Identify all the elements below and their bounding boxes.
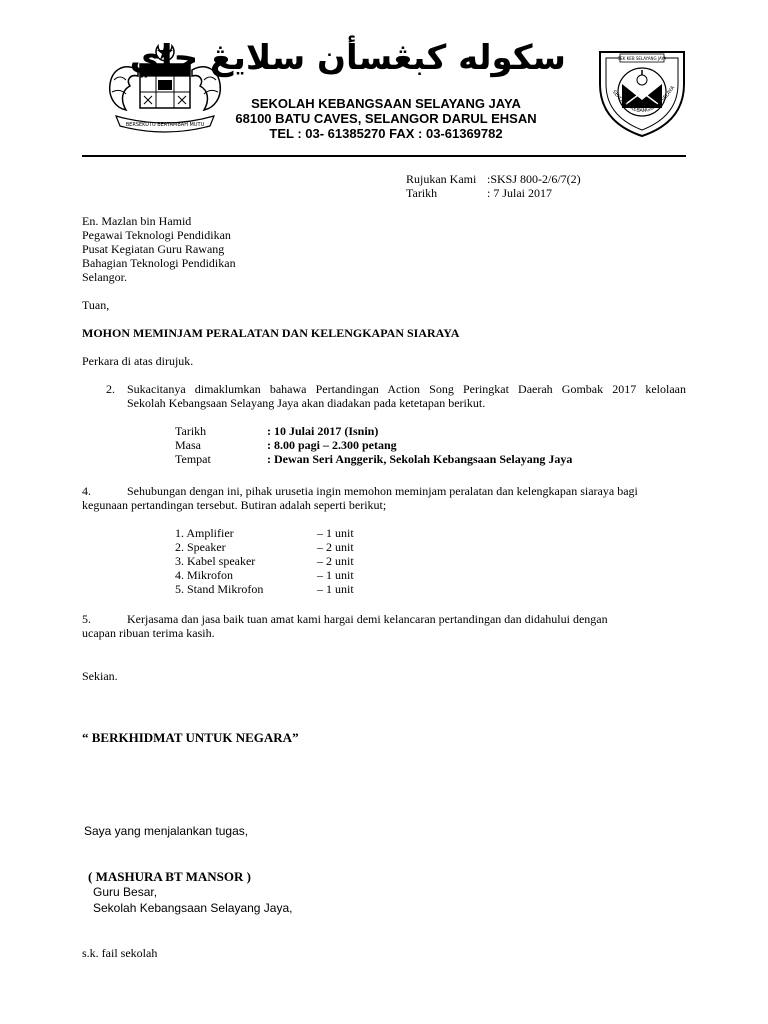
- paragraph-2-line: Sekolah Kebangsaan Selayang Jaya akan diadakan pada ketetapan berikut.: [127, 396, 486, 410]
- signatory-school: Sekolah Kebangsaan Selayang Jaya,: [93, 901, 293, 915]
- paragraph-4-line: Sehubungan dengan ini, pihak urusetia ingin memohon meminjam peralatan dan kelengkapan siaraya bagi: [127, 484, 638, 498]
- list-item-qty: – 1 unit: [317, 568, 354, 582]
- salutation: Tuan,: [82, 298, 110, 312]
- list-item-qty: – 1 unit: [317, 582, 354, 596]
- carbon-copy: s.k. fail sekolah: [82, 946, 158, 960]
- list-item-name: 2. Speaker: [175, 540, 226, 554]
- event-time-label: Masa: [175, 438, 201, 452]
- paragraph-5-line: Kerjasama dan jasa baik tuan amat kami hargai demi kelancaran pertandingan dan didahului dengan: [127, 612, 608, 626]
- rujukan-label: Rujukan Kami: [406, 172, 477, 186]
- tarikh-value: : 7 Julai 2017: [487, 186, 552, 200]
- signatory-title: Guru Besar,: [93, 885, 158, 899]
- paragraph-4-number: 4.: [82, 484, 91, 498]
- recipient-line: Selangor.: [82, 270, 127, 284]
- jawi-school-name: سکوله کبڠسأن سلايڠ جاي: [129, 38, 566, 78]
- closing: Sekian.: [82, 669, 118, 683]
- school-address: 68100 BATU CAVES, SELANGOR DARUL EHSAN: [235, 111, 537, 126]
- list-item-qty: – 2 unit: [317, 554, 354, 568]
- tarikh-label: Tarikh: [406, 186, 438, 200]
- list-item-name: 1. Amplifier: [175, 526, 234, 540]
- paragraph-5-line: ucapan ribuan terima kasih.: [82, 626, 215, 640]
- list-item-name: 4. Mikrofon: [175, 568, 233, 582]
- event-venue-value: : Dewan Seri Anggerik, Sekolah Kebangsaan Selayang Jaya: [267, 452, 573, 466]
- school-crest-logo: [596, 44, 688, 140]
- coat-of-arms-motto: BERSEKUTU BERTAMBAH MUTU: [125, 122, 205, 128]
- paragraph-2-line: Sukacitanya dimaklumkan bahawa Pertandingan Action Song Peringkat Daerah Gombak 2017 kelolaan: [127, 382, 686, 396]
- paragraph-1: Perkara di atas dirujuk.: [82, 354, 194, 368]
- list-item-name: 3. Kabel speaker: [175, 554, 256, 568]
- list-item-name: 5. Stand Mikrofon: [175, 582, 264, 596]
- letter-subject: MOHON MEMINJAM PERALATAN DAN KELENGKAPAN SIARAYA: [82, 326, 460, 340]
- paragraph-4-line: kegunaan pertandingan tersebut. Butiran adalah seperti berikut;: [82, 498, 387, 512]
- event-date-label: Tarikh: [175, 424, 207, 438]
- school-crest-banner: SEK KEB SELAYANG JAYA: [617, 56, 667, 61]
- paragraph-5-number: 5.: [82, 612, 91, 626]
- event-venue-label: Tempat: [175, 452, 211, 466]
- recipient-line: En. Mazlan bin Hamid: [82, 214, 192, 228]
- school-phone-fax: TEL : 03- 61385270 FAX : 03-61369782: [269, 126, 503, 141]
- event-time-value: : 8.00 pagi – 2.300 petang: [267, 438, 397, 452]
- recipient-line: Pusat Kegiatan Guru Rawang: [82, 242, 225, 256]
- paragraph-2-number: 2.: [106, 382, 115, 396]
- header-divider: [82, 155, 686, 157]
- recipient-line: Pegawai Teknologi Pendidikan: [82, 228, 231, 242]
- event-date-value: : 10 Julai 2017 (Isnin): [267, 424, 379, 438]
- list-item-qty: – 2 unit: [317, 540, 354, 554]
- school-name: SEKOLAH KEBANGSAAN SELAYANG JAYA: [251, 96, 521, 111]
- motto: “ BERKHIDMAT UNTUK NEGARA”: [82, 730, 299, 745]
- rujukan-value: :SKSJ 800-2/6/7(2): [487, 172, 581, 186]
- recipient-line: Bahagian Teknologi Pendidikan: [82, 256, 236, 270]
- school-crest-text: SEKOLAH KEBANGSAAN SELAYA: [610, 84, 677, 115]
- signatory-name: ( MASHURA BT MANSOR ): [88, 869, 251, 884]
- list-item-qty: – 1 unit: [317, 526, 354, 540]
- sign-off: Saya yang menjalankan tugas,: [84, 824, 249, 838]
